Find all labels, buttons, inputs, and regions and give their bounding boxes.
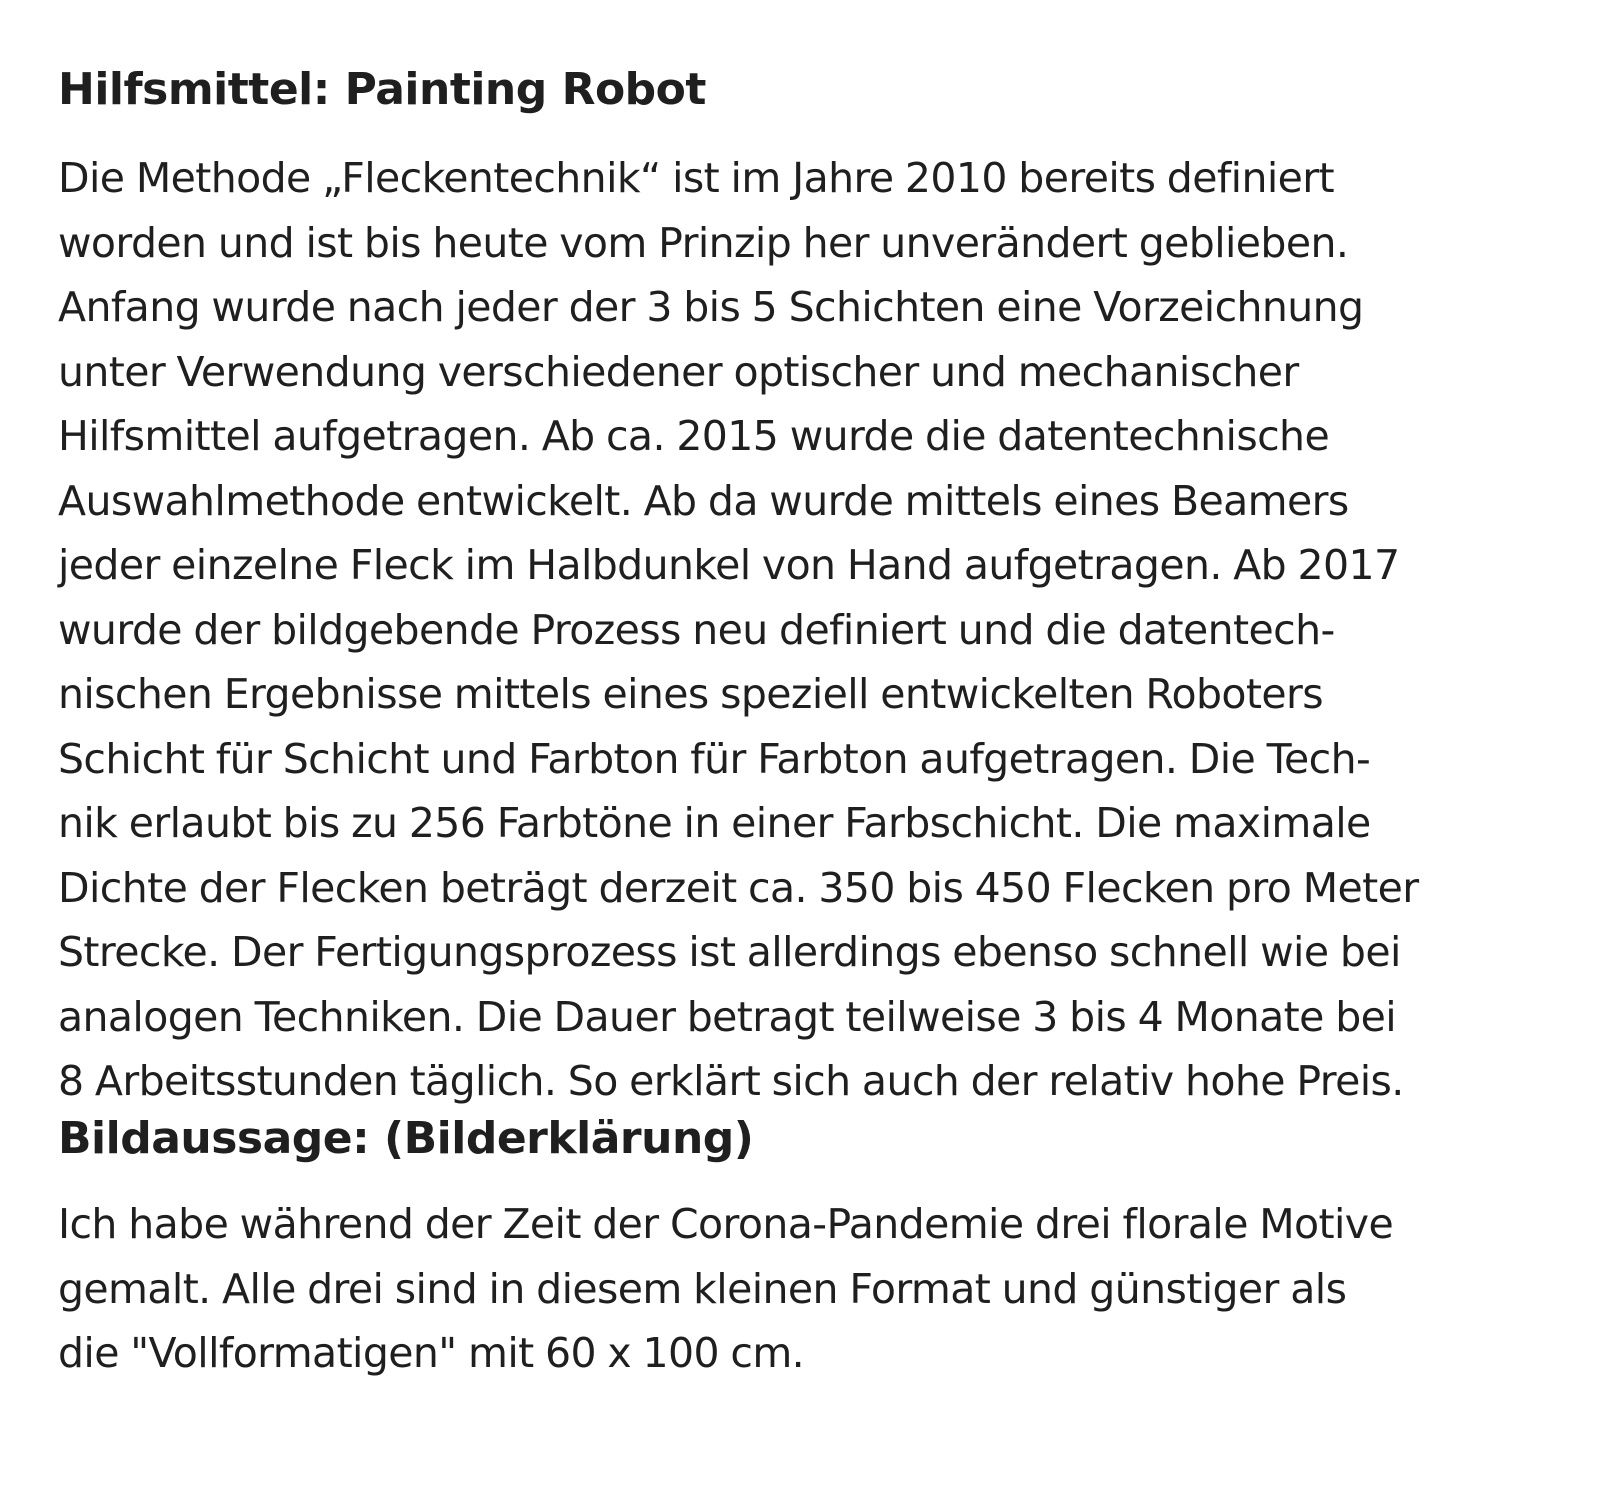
text-line: nischen Ergebnisse mittels eines speziell entwickelten Roboters	[58, 670, 1323, 718]
text-line: die "Vollformatigen" mit 60 x 100 cm.	[58, 1329, 805, 1377]
text-line: Hilfsmittel aufgetragen. Ab ca. 2015 wurde die datentechnische	[58, 412, 1330, 460]
text-line: jeder einzelne Fleck im Halbdunkel von Hand aufgetragen. Ab 2017	[58, 541, 1400, 589]
paragraph-bildaussage	[58, 1192, 1393, 1386]
text-line: Ich habe während der Zeit der Corona-Pandemie drei florale Motive	[58, 1200, 1394, 1248]
text-line: worden und ist bis heute vom Prinzip her unverändert geblieben.	[58, 218, 1349, 267]
text-line: Auswahlmethode entwickelt. Ab da wurde mittels eines Beamers	[58, 476, 1349, 525]
text-line: Die Methode „Fleckentechnik“ ist im Jahre 2010 bereits definiert	[58, 154, 1334, 202]
text-line: Anfang wurde nach jeder der 3 bis 5 Schichten eine Vorzeichnung	[58, 283, 1364, 331]
text-line: Schicht für Schicht und Farbton für Farbton aufgetragen. Die Tech-	[58, 734, 1371, 783]
text-line: gemalt. Alle drei sind in diesem kleinen Format und günstiger als	[58, 1264, 1347, 1313]
text-line: 8 Arbeitsstunden täglich. So erklärt sich auch der relativ hohe Preis.	[58, 1057, 1404, 1105]
section-heading-hilfsmittel: Hilfsmittel: Painting Robot	[58, 64, 706, 115]
text-line: nik erlaubt bis zu 256 Farbtöne in einer Farbschicht. Die maximale	[58, 799, 1371, 847]
text-line: analogen Techniken. Die Dauer betragt teilweise 3 bis 4 Monate bei	[58, 992, 1397, 1041]
paragraph-hilfsmittel	[58, 146, 1418, 1114]
text-line: Strecke. Der Fertigungsprozess ist allerdings ebenso schnell wie bei	[58, 928, 1401, 976]
text-line: Dichte der Flecken beträgt derzeit ca. 350 bis 450 Flecken pro Meter	[58, 863, 1419, 912]
text-line: wurde der bildgebende Prozess neu definiert und die datentech-	[58, 605, 1335, 654]
text-line: unter Verwendung verschiedener optischer und mechanischer	[58, 347, 1299, 396]
section-heading-bildaussage: Bildaussage: (Bilderklärung)	[58, 1113, 754, 1164]
